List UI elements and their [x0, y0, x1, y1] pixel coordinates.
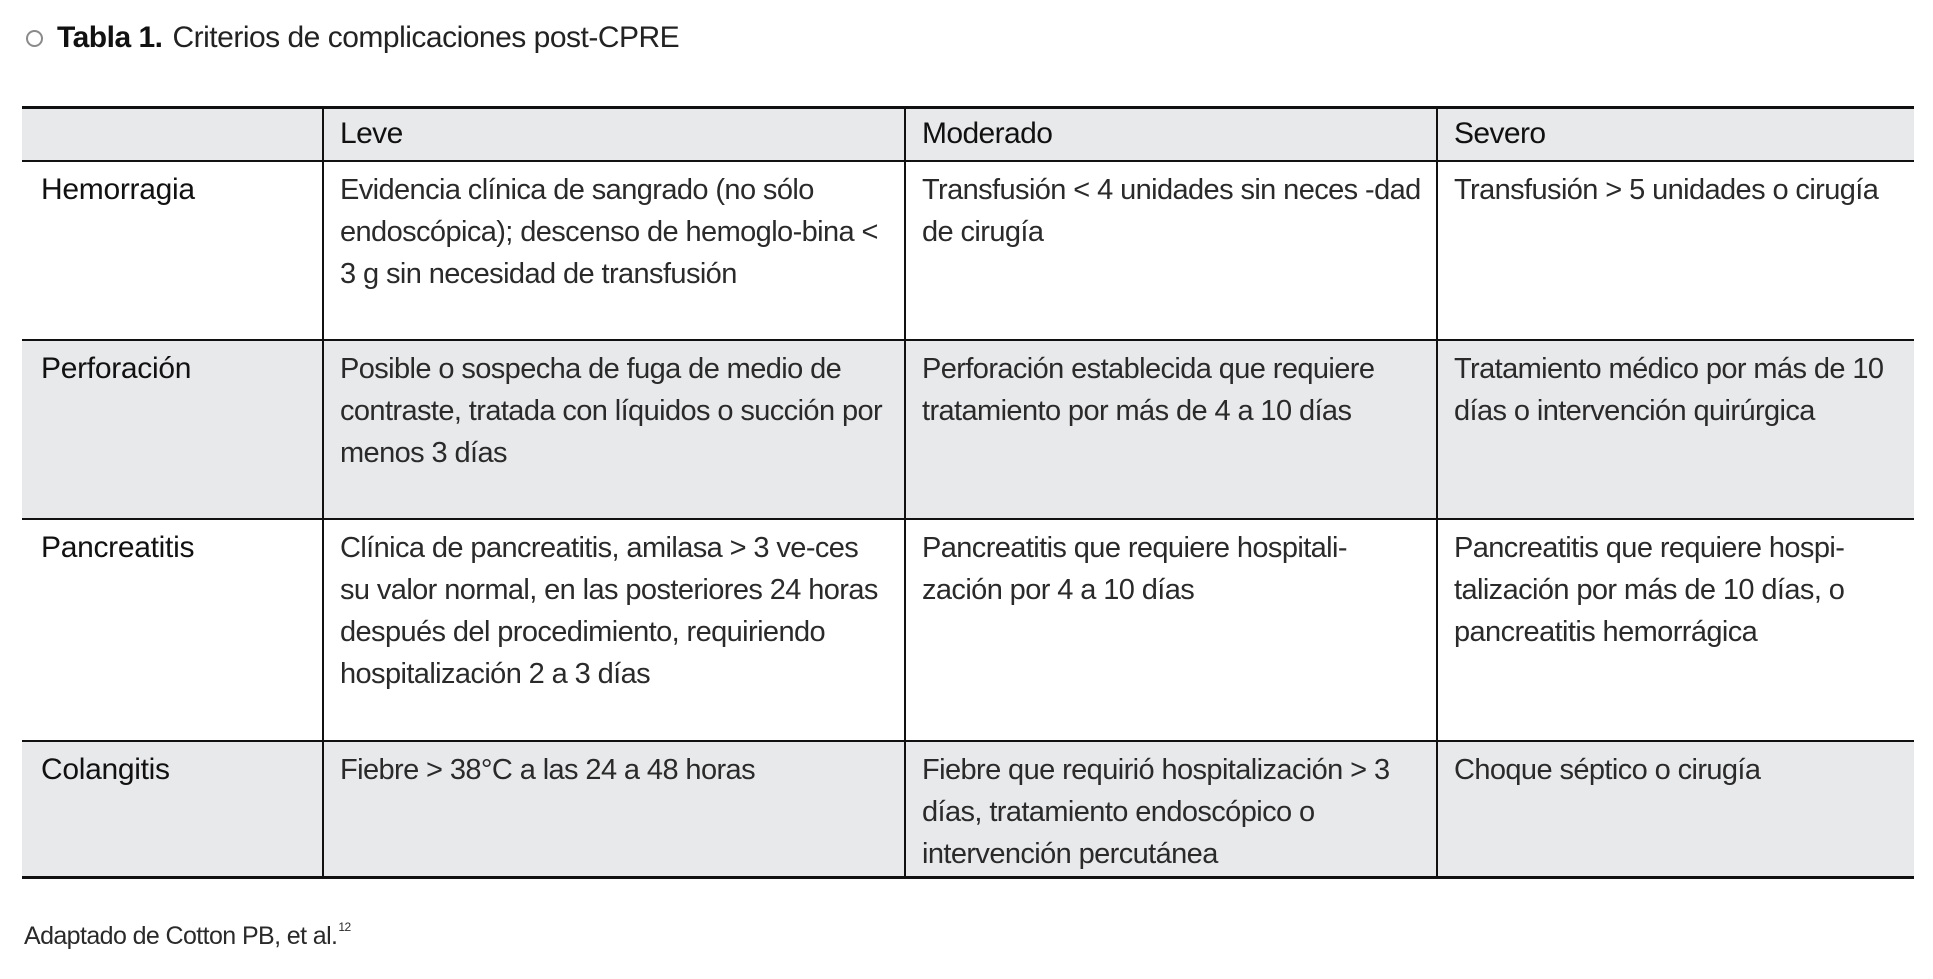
row-label: Hemorragia [41, 172, 195, 206]
table-caption [26, 18, 679, 58]
row-label: Colangitis [41, 752, 170, 786]
cell-severo: Transfusión > 5 unidades o cirugía [1437, 161, 1914, 340]
table-row [22, 519, 1914, 741]
caption-title: Criterios de complicaciones post-CPRE [172, 21, 680, 54]
table-row [22, 161, 1914, 340]
row-label: Pancreatitis [41, 530, 195, 564]
cell-moderado: Fiebre que requirió hospitalización > 3 días, tratamiento endoscópico o intervención percutánea [905, 741, 1437, 878]
header-empty [22, 108, 323, 161]
cell-leve: Fiebre > 38°C a las 24 a 48 horas [323, 741, 905, 878]
cell-leve: Posible o sospecha de fuga de medio de contraste, tratada con líquidos o succión por menos 3 días [323, 340, 905, 519]
footnote-text: Adaptado de Cotton PB, et al. [24, 922, 338, 950]
footnote-reference: 12 [338, 920, 351, 934]
cell-severo: Choque séptico o cirugía [1437, 741, 1914, 878]
source-footnote [24, 922, 351, 951]
table-row [22, 340, 1914, 519]
cell-leve: Evidencia clínica de sangrado (no sólo endoscópica); descenso de hemoglo-bina < 3 g sin necesidad de transfusión [323, 161, 905, 340]
header-moderado: Moderado [905, 108, 1437, 161]
cell-leve: Clínica de pancreatitis, amilasa > 3 ve-ces su valor normal, en las posteriores 24 horas después del procedimiento, requiriendo hospitalización 2 a 3 días [323, 519, 905, 741]
cell-moderado: Pancreatitis que requiere hospitali-zación por 4 a 10 días [905, 519, 1437, 741]
cell-moderado: Perforación establecida que requiere tratamiento por más de 4 a 10 días [905, 340, 1437, 519]
cell-moderado: Transfusión < 4 unidades sin neces -dad de cirugía [905, 161, 1437, 340]
header-severo: Severo [1437, 108, 1914, 161]
criteria-table [22, 106, 1914, 879]
cell-severo: Tratamiento médico por más de 10 días o intervención quirúrgica [1437, 340, 1914, 519]
circle-bullet-icon [26, 30, 43, 47]
header-leve: Leve [323, 108, 905, 161]
row-label: Perforación [41, 351, 192, 385]
table-header-row [22, 108, 1914, 161]
cell-severo: Pancreatitis que requiere hospi-talización por más de 10 días, o pancreatitis hemorrágica [1437, 519, 1914, 741]
caption-label: Tabla 1. [57, 21, 163, 54]
table-row [22, 741, 1914, 878]
